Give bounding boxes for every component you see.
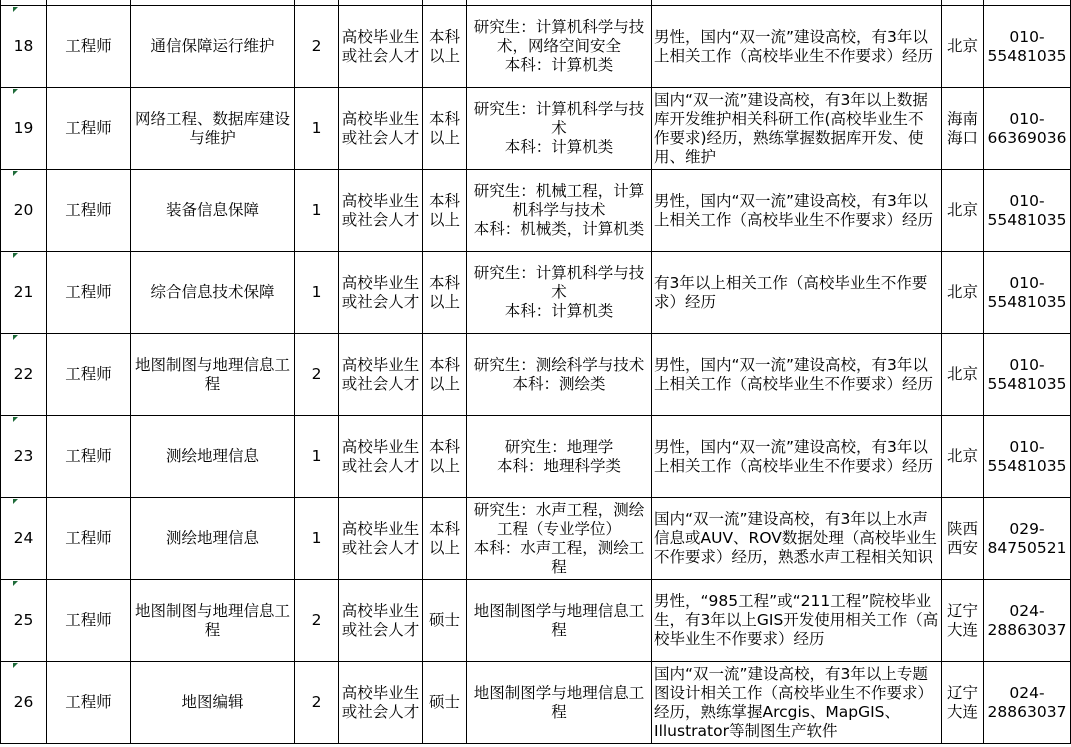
candidate-source-text: 高校毕业生或社会人才 xyxy=(341,601,420,639)
candidate-source-text: 高校毕业生或社会人才 xyxy=(341,191,420,229)
position-name-text: 通信保障运行维护 xyxy=(150,37,275,55)
location-cell xyxy=(942,170,984,252)
requirement-text: 国内“双一流”建设高校，有3年以上水声信息或AUV、ROV数据处理（高校毕业生不作要求）经历，熟悉水声工程相关知识 xyxy=(654,510,937,566)
headcount-cell xyxy=(295,662,339,744)
candidate-source-cell xyxy=(339,334,423,416)
candidate-source-cell xyxy=(339,580,423,662)
headcount-cell xyxy=(295,416,339,498)
position-name-cell xyxy=(131,170,295,252)
major-text: 研究生：计算机科学与技术 xyxy=(473,100,645,137)
location-cell xyxy=(942,416,984,498)
row-number-text: 21 xyxy=(13,283,34,301)
location-cell xyxy=(942,580,984,662)
job-title-text: 工程师 xyxy=(65,119,112,137)
major-text: 研究生：地理学 xyxy=(504,437,614,456)
major-text: 本科：计算机类 xyxy=(504,138,614,156)
position-name-text: 装备信息保障 xyxy=(165,201,259,219)
row-number-cell xyxy=(1,580,47,662)
phone-cell xyxy=(984,662,1071,744)
candidate-source-cell xyxy=(339,662,423,744)
location-text: 北京 xyxy=(946,447,978,465)
row-number-text: 24 xyxy=(13,529,34,547)
table-row xyxy=(1,170,1071,252)
education-cell xyxy=(423,662,467,744)
location-text: 北京 xyxy=(946,201,978,219)
position-name-cell xyxy=(131,252,295,334)
job-title-text: 工程师 xyxy=(65,365,112,383)
phone-text: 024-28863037 xyxy=(987,683,1067,721)
education-cell xyxy=(423,252,467,334)
major-cell xyxy=(467,662,652,744)
major-cell xyxy=(467,334,652,416)
requirement-cell xyxy=(652,252,942,334)
table-row xyxy=(1,662,1071,744)
phone-cell xyxy=(984,252,1071,334)
position-name-cell xyxy=(131,88,295,170)
phone-text: 010-55481035 xyxy=(987,27,1067,65)
candidate-source-text: 高校毕业生或社会人才 xyxy=(341,437,420,475)
row-number-text: 22 xyxy=(13,365,34,383)
major-text: 研究生：机械工程，计算机科学与技术 xyxy=(473,182,645,219)
major-text: 本科：测绘类 xyxy=(512,374,606,393)
job-title-cell xyxy=(47,252,131,334)
education-text: 本科以上 xyxy=(428,109,460,147)
major-cell xyxy=(467,252,652,334)
job-title-text: 工程师 xyxy=(65,37,112,55)
row-number-cell xyxy=(1,416,47,498)
education-cell xyxy=(423,170,467,252)
cell-corner-marker xyxy=(13,663,18,668)
row-number-text: 19 xyxy=(13,119,34,137)
job-title-text: 工程师 xyxy=(65,693,112,711)
location-cell xyxy=(942,6,984,88)
major-text: 本科：地理科学类 xyxy=(496,456,621,475)
cell-corner-marker xyxy=(13,499,18,504)
requirement-cell xyxy=(652,580,942,662)
phone-cell xyxy=(984,88,1071,170)
row-number-cell xyxy=(1,662,47,744)
phone-cell xyxy=(984,334,1071,416)
headcount-text: 2 xyxy=(311,365,322,383)
job-title-text: 工程师 xyxy=(65,611,112,629)
education-text: 本科以上 xyxy=(428,191,460,229)
education-cell xyxy=(423,416,467,498)
headcount-cell xyxy=(295,334,339,416)
candidate-source-cell xyxy=(339,498,423,580)
phone-cell xyxy=(984,416,1071,498)
phone-text: 010-66369036 xyxy=(987,109,1067,147)
requirement-text: 男性，“985工程”或“211工程”院校毕业生，有3年以上GIS开发使用相关工作（高校毕业生不作要求）经历 xyxy=(654,592,939,648)
position-name-cell xyxy=(131,334,295,416)
phone-text: 010-55481035 xyxy=(987,191,1067,229)
major-cell xyxy=(467,580,652,662)
row-number-text: 18 xyxy=(13,37,34,55)
candidate-source-cell xyxy=(339,88,423,170)
requirement-text: 有3年以上相关工作（高校毕业生不作要求）经历 xyxy=(654,273,928,311)
job-title-cell xyxy=(47,416,131,498)
major-text: 研究生：计算机科学与技术 xyxy=(473,264,645,301)
major-text: 地图制图学与地理信息工程 xyxy=(473,683,645,721)
job-title-cell xyxy=(47,580,131,662)
table-row xyxy=(1,498,1071,580)
location-cell xyxy=(942,88,984,170)
position-name-cell xyxy=(131,416,295,498)
education-text: 本科以上 xyxy=(428,355,460,393)
requirement-cell xyxy=(652,498,942,580)
job-title-text: 工程师 xyxy=(65,529,112,547)
education-cell xyxy=(423,6,467,88)
headcount-cell xyxy=(295,252,339,334)
education-text: 本科以上 xyxy=(428,273,460,311)
candidate-source-cell xyxy=(339,6,423,88)
table-row xyxy=(1,416,1071,498)
cell-corner-marker xyxy=(13,171,18,176)
job-title-cell xyxy=(47,662,131,744)
major-text: 本科：水声工程，测绘工程 xyxy=(473,538,645,576)
location-cell xyxy=(942,252,984,334)
requirement-cell xyxy=(652,6,942,88)
row-number-text: 25 xyxy=(13,611,34,629)
position-name-cell xyxy=(131,498,295,580)
job-title-cell xyxy=(47,88,131,170)
cell-corner-marker xyxy=(13,581,18,586)
table-row xyxy=(1,580,1071,662)
requirement-text: 国内“双一流”建设高校，有3年以上数据库开发维护相关科研工作(高校毕业生不作要求)经历，熟练掌握数据库开发、使用、维护 xyxy=(654,90,928,166)
headcount-text: 1 xyxy=(311,529,322,547)
requirement-cell xyxy=(652,88,942,170)
headcount-cell xyxy=(295,88,339,170)
candidate-source-cell xyxy=(339,416,423,498)
education-text: 本科以上 xyxy=(428,519,460,557)
cell-corner-marker xyxy=(13,335,18,340)
requirement-text: 男性，国内“双一流”建设高校，有3年以上相关工作（高校毕业生不作要求）经历 xyxy=(654,27,934,65)
major-text: 研究生：测绘科学与技术 xyxy=(473,355,645,374)
job-title-cell xyxy=(47,498,131,580)
row-number-cell xyxy=(1,6,47,88)
headcount-text: 1 xyxy=(311,283,322,301)
location-text: 辽宁大连 xyxy=(946,683,978,721)
education-cell xyxy=(423,580,467,662)
candidate-source-text: 高校毕业生或社会人才 xyxy=(341,273,420,311)
table-row xyxy=(1,334,1071,416)
phone-text: 029-84750521 xyxy=(987,519,1067,557)
phone-cell xyxy=(984,170,1071,252)
candidate-source-text: 高校毕业生或社会人才 xyxy=(341,355,420,393)
major-text: 本科：计算机类 xyxy=(504,302,614,320)
headcount-text: 1 xyxy=(311,447,322,465)
job-title-text: 工程师 xyxy=(65,447,112,465)
row-number-cell xyxy=(1,252,47,334)
requirement-text: 男性，国内“双一流”建设高校，有3年以上相关工作（高校毕业生不作要求）经历 xyxy=(654,191,934,229)
cell-corner-marker xyxy=(13,89,18,94)
headcount-text: 1 xyxy=(311,119,322,137)
phone-text: 010-55481035 xyxy=(987,437,1067,475)
education-text: 硕士 xyxy=(428,611,460,629)
requirement-text: 男性，国内“双一流”建设高校，有3年以上相关工作（高校毕业生不作要求）经历 xyxy=(654,355,934,393)
location-cell xyxy=(942,498,984,580)
requirement-cell xyxy=(652,170,942,252)
requirement-cell xyxy=(652,416,942,498)
phone-cell xyxy=(984,580,1071,662)
major-text: 本科：计算机类 xyxy=(504,56,614,74)
candidate-source-text: 高校毕业生或社会人才 xyxy=(341,683,420,721)
candidate-source-text: 高校毕业生或社会人才 xyxy=(341,519,420,557)
education-cell xyxy=(423,88,467,170)
table-row xyxy=(1,252,1071,334)
candidate-source-text: 高校毕业生或社会人才 xyxy=(341,27,420,65)
position-name-text: 地图制图与地理信息工程 xyxy=(134,601,290,639)
table-row xyxy=(1,88,1071,170)
location-text: 北京 xyxy=(946,37,978,55)
row-number-text: 23 xyxy=(13,447,34,465)
row-number-cell xyxy=(1,170,47,252)
location-text: 辽宁大连 xyxy=(946,601,978,639)
cell-corner-marker xyxy=(13,417,18,422)
headcount-text: 2 xyxy=(311,611,322,629)
education-cell xyxy=(423,334,467,416)
row-number-cell xyxy=(1,498,47,580)
major-text: 本科：机械类，计算机类 xyxy=(473,220,645,238)
position-name-text: 网络工程、数据库建设与维护 xyxy=(134,109,290,147)
major-cell xyxy=(467,170,652,252)
major-cell xyxy=(467,498,652,580)
major-text: 地图制图学与地理信息工程 xyxy=(473,601,645,639)
major-text: 研究生：水声工程，测绘工程（专业学位） xyxy=(473,500,645,538)
location-text: 北京 xyxy=(946,365,978,383)
headcount-text: 2 xyxy=(311,693,322,711)
headcount-cell xyxy=(295,170,339,252)
headcount-cell xyxy=(295,580,339,662)
row-number-text: 26 xyxy=(13,693,34,711)
location-cell xyxy=(942,334,984,416)
row-number-text: 20 xyxy=(13,201,34,219)
job-title-cell xyxy=(47,6,131,88)
education-cell xyxy=(423,498,467,580)
candidate-source-text: 高校毕业生或社会人才 xyxy=(341,109,420,147)
requirement-text: 男性，国内“双一流”建设高校，有3年以上相关工作（高校毕业生不作要求）经历 xyxy=(654,437,934,475)
table-row xyxy=(1,6,1071,88)
education-text: 本科以上 xyxy=(428,27,460,65)
phone-text: 024-28863037 xyxy=(987,601,1067,639)
position-name-text: 地图编辑 xyxy=(181,693,244,711)
requirement-cell xyxy=(652,662,942,744)
cell-corner-marker xyxy=(13,7,18,12)
position-name-text: 地图制图与地理信息工程 xyxy=(134,355,290,393)
candidate-source-cell xyxy=(339,170,423,252)
job-title-cell xyxy=(47,334,131,416)
row-number-cell xyxy=(1,334,47,416)
major-text: 研究生：计算机科学与技术，网络空间安全 xyxy=(473,18,645,55)
headcount-text: 2 xyxy=(311,37,322,55)
phone-text: 010-55481035 xyxy=(987,273,1067,311)
major-cell xyxy=(467,88,652,170)
phone-text: 010-55481035 xyxy=(987,355,1067,393)
position-name-text: 测绘地理信息 xyxy=(165,447,259,465)
location-text: 北京 xyxy=(946,283,978,301)
requirement-text: 国内“双一流”建设高校，有3年以上专题图设计相关工作（高校毕业生不作要求）经历，熟练掌握Arcgis、MapGIS、Illustrator等制图生产软件 xyxy=(654,664,934,740)
location-cell xyxy=(942,662,984,744)
job-title-text: 工程师 xyxy=(65,201,112,219)
position-name-text: 综合信息技术保障 xyxy=(150,283,275,301)
row-number-cell xyxy=(1,88,47,170)
education-text: 本科以上 xyxy=(428,437,460,475)
location-text: 陕西西安 xyxy=(946,519,978,557)
headcount-text: 1 xyxy=(311,201,322,219)
education-text: 硕士 xyxy=(428,693,460,711)
headcount-cell xyxy=(295,6,339,88)
phone-cell xyxy=(984,6,1071,88)
location-text: 海南海口 xyxy=(946,109,978,147)
position-name-text: 测绘地理信息 xyxy=(165,529,259,547)
headcount-cell xyxy=(295,498,339,580)
cell-corner-marker xyxy=(13,253,18,258)
major-cell xyxy=(467,416,652,498)
position-name-cell xyxy=(131,6,295,88)
position-name-cell xyxy=(131,580,295,662)
candidate-source-cell xyxy=(339,252,423,334)
job-title-text: 工程师 xyxy=(65,283,112,301)
requirement-cell xyxy=(652,334,942,416)
position-name-cell xyxy=(131,662,295,744)
phone-cell xyxy=(984,498,1071,580)
major-cell xyxy=(467,6,652,88)
job-title-cell xyxy=(47,170,131,252)
